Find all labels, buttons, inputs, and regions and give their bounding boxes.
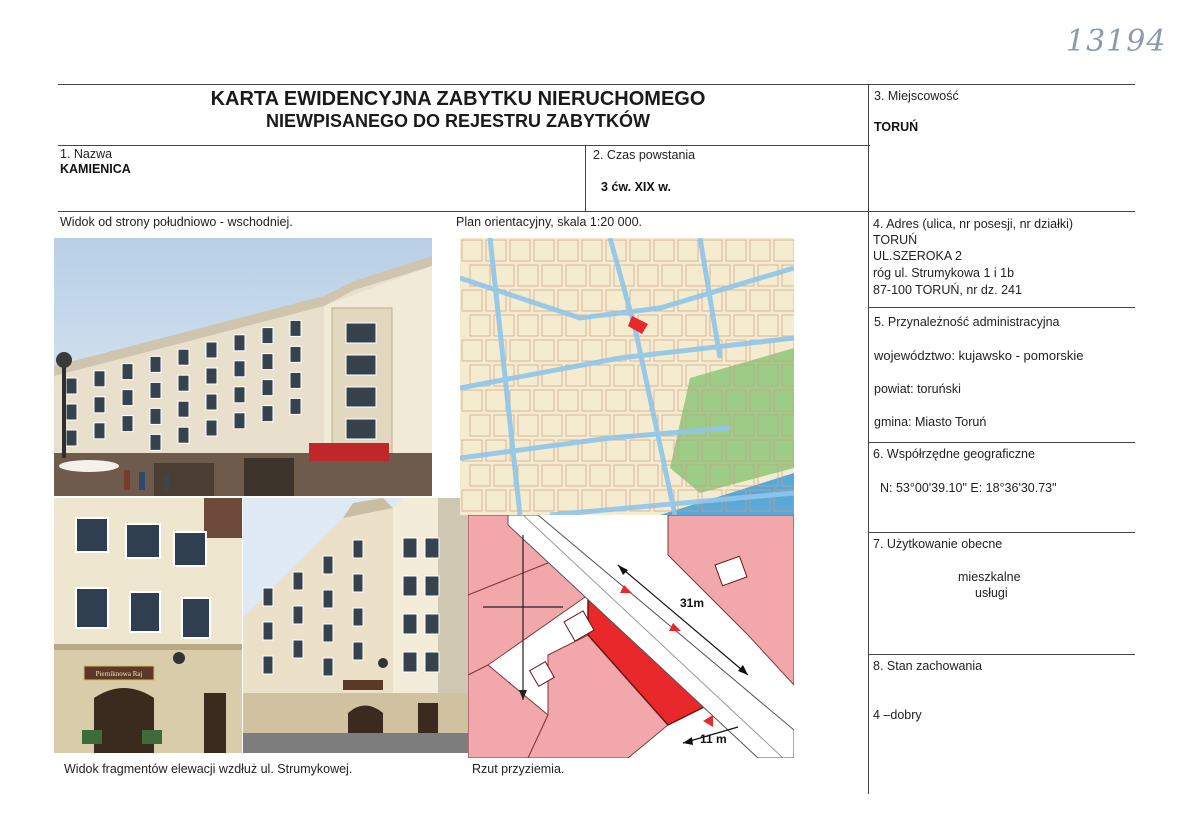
facade-window (178, 375, 189, 391)
facade-window (206, 368, 217, 384)
facade-window (290, 372, 301, 388)
facade-window (403, 614, 417, 634)
caption-widok: Widok od strony południowo - wschodniej. (60, 215, 293, 229)
facade-window (234, 361, 245, 377)
facade-window (122, 416, 133, 432)
facade-window (293, 640, 303, 658)
dimension-label-long: 31m (680, 596, 705, 610)
facade-window (263, 622, 273, 640)
facade-window (323, 556, 333, 574)
facade-window (353, 608, 363, 626)
address-line-4: 87-100 TORUŃ, nr dz. 241 (873, 283, 1022, 297)
facade-window (234, 335, 245, 351)
field-value-wspolrzedne: N: 53°00'39.10" E: 18°36'30.73" (880, 481, 1057, 495)
address-line-3: róg ul. Strumykowa 1 i 1b (873, 266, 1015, 280)
facade-window (403, 652, 417, 672)
name-bottom-line (58, 211, 1135, 212)
admin-bottom-line (868, 442, 1135, 443)
photo-southeast-view (54, 238, 432, 496)
top-border (58, 84, 1135, 85)
facade-window (150, 434, 161, 450)
usage-bottom-line (868, 654, 1135, 655)
facade-window (206, 394, 217, 410)
facade-window (290, 346, 301, 362)
title-line-2: NIEWPISANEGO DO REJESTRU ZABYTKÓW (265, 111, 651, 131)
admin-wojewodztwo: województwo: kujawsko - pomorskie (874, 348, 1084, 363)
caption-rzut: Rzut przyziemia. (472, 762, 565, 776)
facade-window (263, 588, 273, 606)
photo-facade-fragment-left (54, 498, 242, 753)
facade-window (262, 406, 273, 422)
facade-window (94, 423, 105, 439)
facade-window (323, 590, 333, 608)
field-label-uzytkowanie: 7. Użytkowanie obecne (873, 537, 1003, 551)
facade-window (66, 378, 77, 394)
facade-window (262, 354, 273, 370)
facade-window (66, 404, 77, 420)
facade-window (178, 401, 189, 417)
facade-window (425, 576, 439, 596)
address-line-2: UL.SZEROKA 2 (873, 249, 962, 263)
facade-window (122, 390, 133, 406)
facade-window (178, 427, 189, 443)
shop-sign-text: Pierniknowa Raj (95, 670, 143, 678)
facade-window (94, 397, 105, 413)
bay-window (346, 355, 376, 375)
page-title (58, 88, 858, 132)
field-label-miejscowosc: 3. Miejscowość (874, 89, 959, 103)
facade-window (353, 574, 363, 592)
facade-window (262, 380, 273, 396)
field-value-nazwa: KAMIENICA (60, 162, 131, 176)
facade-window (323, 658, 333, 676)
orientation-map (460, 238, 794, 515)
field-label-czas: 2. Czas powstania (593, 148, 696, 162)
caption-plan: Plan orientacyjny, skala 1:20 000. (456, 215, 642, 229)
ground-floor-plan (468, 515, 794, 758)
facade-window (206, 420, 217, 436)
facade-window (293, 606, 303, 624)
bay-window (346, 387, 376, 407)
field-value-miejscowosc: TORUŃ (874, 120, 919, 134)
facade-window (353, 540, 363, 558)
address-bottom-line (868, 307, 1135, 308)
field-label-przynaleznosc: 5. Przynależność administracyjna (874, 315, 1060, 329)
facade-window (262, 328, 273, 344)
facade-window (290, 398, 301, 414)
usage-line-1: mieszkalne (958, 570, 1021, 584)
facade-window (66, 430, 77, 446)
facade-window (150, 408, 161, 424)
facade-window (290, 320, 301, 336)
main-column-divider (868, 84, 869, 794)
caption-elewacja: Widok fragmentów elewacji wzdłuż ul. Strumykowej. (64, 762, 353, 776)
field-label-stan: 8. Stan zachowania (873, 659, 983, 673)
facade-window (403, 538, 417, 558)
coords-bottom-line (868, 532, 1135, 533)
bay-window (346, 323, 376, 343)
photo-facade-fragment-corner (243, 498, 468, 753)
inventory-number: 13194 (1066, 24, 1167, 59)
address-line-1: TORUŃ (873, 233, 918, 247)
facade-window (234, 413, 245, 429)
field-value-czas: 3 ćw. XIX w. (601, 180, 671, 194)
bay-window (346, 419, 376, 439)
facade-window (206, 342, 217, 358)
title-line-1: KARTA EWIDENCYJNA ZABYTKU NIERUCHOMEGO (210, 88, 706, 110)
facade-window (150, 356, 161, 372)
admin-gmina: gmina: Miasto Toruń (874, 415, 987, 429)
facade-window (94, 371, 105, 387)
admin-powiat: powiat: toruński (874, 382, 961, 396)
facade-window (150, 382, 161, 398)
facade-window (263, 656, 273, 674)
field-label-nazwa: 1. Nazwa (60, 147, 113, 161)
dimension-label-short: 11 m (700, 732, 727, 746)
facade-window (122, 364, 133, 380)
facade-window (425, 652, 439, 672)
facade-window (293, 572, 303, 590)
facade-window (323, 624, 333, 642)
usage-line-2: usługi (975, 586, 1008, 600)
facade-window (178, 349, 189, 365)
facade-window (403, 576, 417, 596)
facade-window (234, 387, 245, 403)
facade-window (425, 538, 439, 558)
title-bottom-line (58, 145, 870, 146)
facade-window (353, 642, 363, 660)
field-label-wspolrzedne: 6. Współrzędne geograficzne (873, 447, 1035, 461)
field-value-stan: 4 –dobry (873, 708, 922, 722)
facade-window (425, 614, 439, 634)
name-date-divider (585, 145, 586, 211)
field-label-adres: 4. Adres (ulica, nr posesji, nr działki) (873, 217, 1074, 231)
